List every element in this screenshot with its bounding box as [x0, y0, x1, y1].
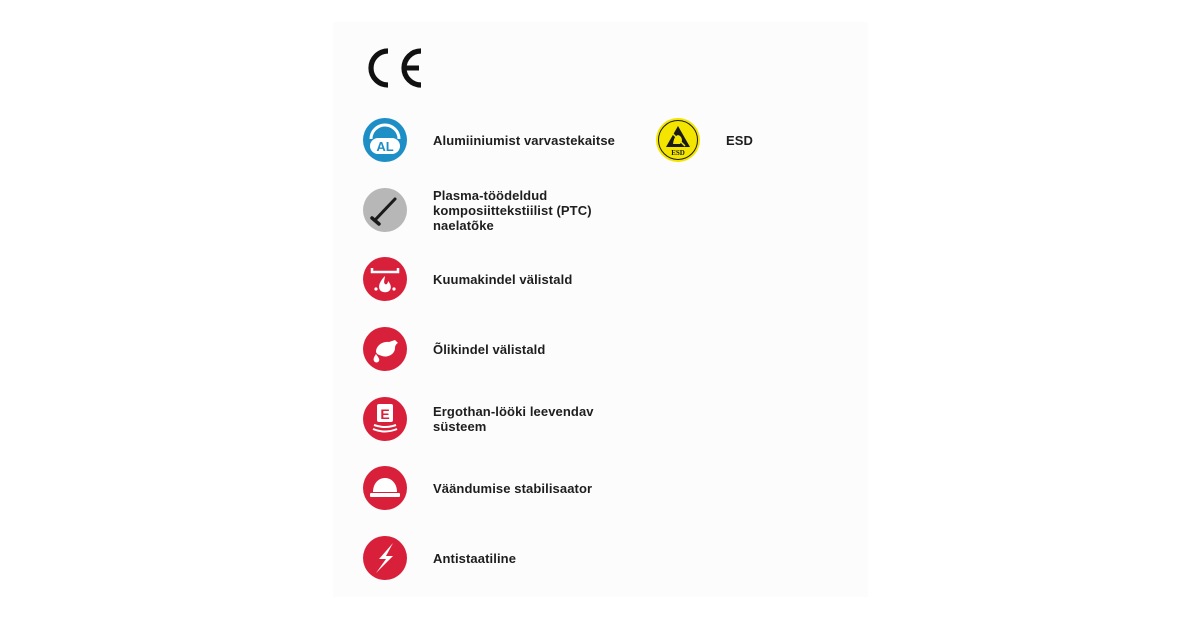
- feature-antistatic: [362, 535, 516, 581]
- feature-esd: [655, 117, 753, 163]
- feature-aluminium-toe-cap: [362, 117, 615, 163]
- feature-label: Väändumise stabilisaator: [433, 480, 593, 496]
- ergothan-shock-absorption-icon: [362, 396, 408, 442]
- esd-icon-text: ESD: [671, 149, 685, 157]
- ergothan-icon-text: E: [380, 406, 390, 422]
- feature-ergothan-shock-absorption: [362, 396, 594, 442]
- antistatic-lightning-icon: [362, 535, 408, 581]
- heat-resistant-sole-icon: [362, 256, 408, 302]
- nail-barrier-icon: [362, 187, 408, 233]
- feature-label: Alumiiniumist varvastekaitse: [433, 132, 615, 148]
- al-icon-text: AL: [376, 139, 394, 154]
- feature-label: Plasma-töödeldud komposiittekstiilist (PTC) naelatõke: [433, 187, 592, 233]
- feature-label: Kuumakindel välistald: [433, 271, 573, 287]
- esd-badge-icon: [655, 117, 701, 163]
- feature-label: Ergothan-lööki leevendav süsteem: [433, 404, 594, 434]
- ce-mark-icon: [362, 45, 428, 91]
- feature-heat-resistant-sole: [362, 256, 572, 302]
- feature-torsion-stabilizer: [362, 465, 592, 511]
- torsion-stabilizer-icon: [362, 465, 408, 511]
- esd-label: ESD: [726, 132, 754, 148]
- feature-ptc-nail-barrier: [362, 187, 592, 233]
- oil-resistant-sole-icon: [362, 326, 408, 372]
- feature-label: Õlikindel välistald: [433, 341, 546, 357]
- feature-oil-resistant-sole: [362, 326, 545, 372]
- feature-label: Antistaatiline: [433, 550, 517, 566]
- al-toe-cap-icon: [362, 117, 408, 163]
